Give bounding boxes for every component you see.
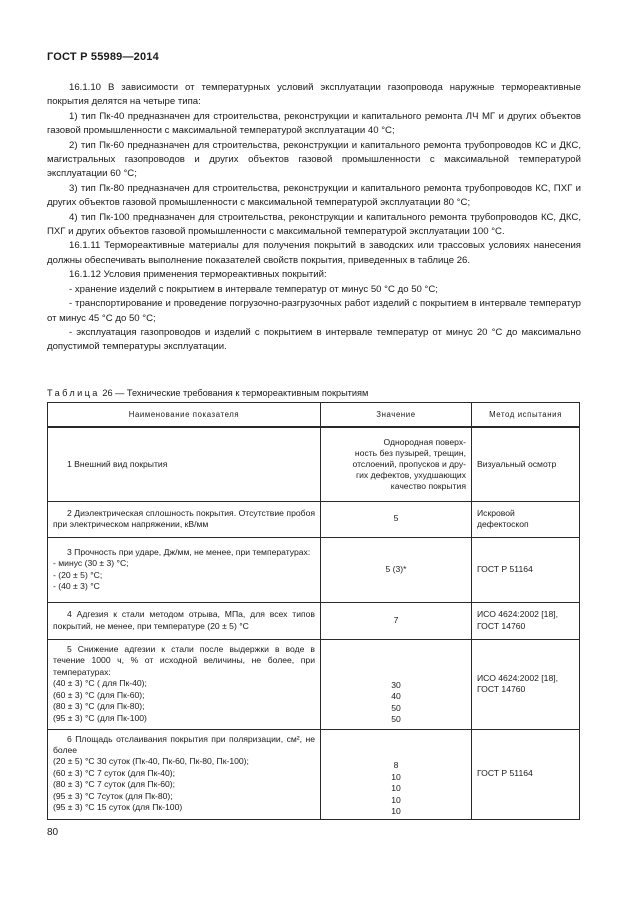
paragraph: 2) тип Пк-60 предназначен для строительства, реконструкции и капитального ремонта трубопроводов КС и ДКС, магистральных газопроводов и других объектов газовой промышленности с максимальной температурой эксплуатации 60 °С; [47, 139, 581, 180]
cell-line: 50 [391, 702, 401, 713]
paragraph: 1) тип Пк-40 предназначен для строительства, реконструкции и капитального ремонта ЛЧ МГ и других объектов газовой промышленности с максимальной температурой эксплуатации 40 °С; [47, 110, 581, 137]
column-header-value: Значение [321, 403, 472, 428]
cell-value [321, 639, 472, 729]
cell-method [472, 537, 580, 602]
cell-method [472, 501, 580, 537]
page-number: 80 [47, 827, 59, 838]
cell-line: 1 Внешний вид покрытия [67, 458, 168, 469]
cell-line: (80 ± 3) °С 7 суток (для Пк-60); [53, 779, 176, 790]
cell-line: 3 Прочность при ударе, Дж/мм, не менее, при температурах: [67, 546, 311, 557]
cell-line: - (40 ± 3) °С [53, 580, 100, 591]
cell-line: дефектоскоп [477, 519, 529, 529]
cell-line: 4 Адгезия к стали методом отрыва, МПа, для всех типов покрытий, не менее, при температуре (20 ± 5) °С [53, 609, 315, 631]
cell-line: Искровой [477, 507, 515, 518]
paragraph: - эксплуатация газопроводов и изделий с покрытием в интервале температур от минус 20 °С до максимально допустимой температуры эксплуатации. [47, 326, 581, 353]
cell-name [48, 602, 321, 639]
table-row [48, 427, 580, 501]
cell-line: гих дефектов, ухудшающих [356, 469, 466, 480]
cell-name [48, 501, 321, 537]
cell-line: 10 [391, 794, 401, 805]
cell-value [321, 427, 472, 501]
table-caption [47, 388, 368, 398]
cell-line: (95 ± 3) °С (для Пк-100) [53, 712, 147, 723]
cell-method [472, 602, 580, 639]
cell-name [48, 427, 321, 501]
table-caption-title: 26 — Технические требования к термореактивным покрытиям [102, 388, 369, 398]
cell-line: ИСО 4624:2002 [18], [477, 609, 558, 620]
cell-line: ГОСТ 14760 [477, 684, 526, 694]
paragraph: 3) тип Пк-80 предназначен для строительства, реконструкции и капитального ремонта трубопроводов КС, ПХГ и других объектов газовой промышленности с максимальной температурой эксплуатации 80 °С; [47, 182, 581, 209]
column-header-name: Наименование показателя [48, 403, 321, 428]
cell-line: 10 [391, 771, 401, 782]
cell-line: 7 [393, 614, 399, 625]
cell-value [321, 729, 472, 819]
cell-line: - минус (30 ± 3) °С; [53, 558, 129, 569]
cell-line: 2 Диэлектрическая сплошность покрытия. Отсутствие пробоя при электрическом напряжении, кВ/мм [53, 507, 315, 529]
cell-line: (20 ± 5) °С 30 суток (Пк-40, Пк-60, Пк-80, Пк-100); [53, 756, 249, 767]
table-row [48, 537, 580, 602]
cell-line: ИСО 4624:2002 [18], [477, 672, 558, 683]
cell-line: ность без пузырей, трещин, [354, 447, 466, 458]
paragraph: 16.1.10 В зависимости от температурных условий эксплуатации газопровода наружные термореактивные покрытия делятся на четыре типа: [47, 82, 581, 108]
cell-method [472, 427, 580, 501]
cell-line: качество покрытия [390, 480, 466, 491]
cell-line: 10 [391, 783, 401, 794]
cell-line: (60 ± 3) °С 7 суток (для Пк-40); [53, 767, 176, 778]
cell-line: 8 [393, 760, 399, 771]
cell-line: (80 ± 3) °С (для Пк-80); [53, 701, 145, 712]
cell-value [321, 602, 472, 639]
paragraph: - хранение изделий с покрытием в интервале температур от минус 50 °С до 50 °С; [69, 283, 438, 295]
paragraph: 16.1.12 Условия применения термореактивных покрытий: [69, 269, 327, 281]
cell-line: 5 (3)* [385, 563, 407, 574]
cell-value [321, 537, 472, 602]
requirements-table [47, 402, 580, 820]
cell-line: 50 [391, 714, 401, 725]
cell-line: (95 ± 3) °С 7суток (для Пк-80); [53, 790, 173, 801]
column-header-method: Метод испытания [472, 403, 580, 428]
table-row [48, 729, 580, 819]
cell-line: 6 Площадь отслаивания покрытия при поляризации, см², не более [53, 733, 315, 755]
table-header-row [48, 403, 580, 428]
body-text [47, 81, 581, 355]
cell-line: ГОСТ Р 51164 [477, 563, 533, 574]
paragraph: 16.1.11 Термореактивные материалы для получения покрытий в заводских или трассовых условиях нанесения должны обеспечивать выполнение показателей свойств покрытия, приведенных в таблице 26. [47, 240, 581, 266]
cell-line: (40 ± 3) °С ( для Пк-40); [53, 678, 147, 689]
cell-line: ГОСТ 14760 [477, 620, 526, 631]
cell-name [48, 537, 321, 602]
cell-line: 10 [391, 806, 401, 817]
cell-line: - (20 ± 5) °С; [53, 569, 103, 580]
paragraph: - транспортирование и проведение погрузочно-разгрузочных работ изделий с покрытием в интервале температур от минус 45 °С до 50 °С; [47, 298, 581, 324]
cell-name [48, 639, 321, 729]
table-caption-word: Таблица [47, 388, 100, 398]
cell-line: 5 Снижение адгезии к стали после выдержки в воде в течение 1000 ч, % от исходной величины, не более, при температурах: [53, 644, 315, 677]
cell-line: (60 ± 3) °С (для Пк-60); [53, 689, 145, 700]
document-code: ГОСТ Р 55989—2014 [47, 51, 159, 63]
table-row [48, 501, 580, 537]
table-row [48, 602, 580, 639]
cell-line: 30 [391, 679, 401, 690]
cell-method [472, 729, 580, 819]
cell-line: отслоений, пропусков и дру- [352, 458, 466, 469]
cell-value [321, 501, 472, 537]
cell-line: 40 [391, 691, 401, 702]
paragraph: 4) тип Пк-100 предназначен для строительства, реконструкции и капитального ремонта трубопроводов КС, ДКС, ПХГ и других объектов газовой промышленности с максимальной температурой эксплуатации 100 °С. [47, 211, 581, 238]
cell-name [48, 729, 321, 819]
cell-line: 5 [393, 513, 399, 524]
cell-line: Однородная поверх- [383, 436, 466, 447]
table-row [48, 639, 580, 729]
cell-line: (95 ± 3) °С 15 суток (для Пк-100) [53, 801, 183, 812]
cell-line: Визуальный осмотр [477, 458, 557, 469]
cell-method [472, 639, 580, 729]
cell-line: ГОСТ Р 51164 [477, 768, 533, 779]
